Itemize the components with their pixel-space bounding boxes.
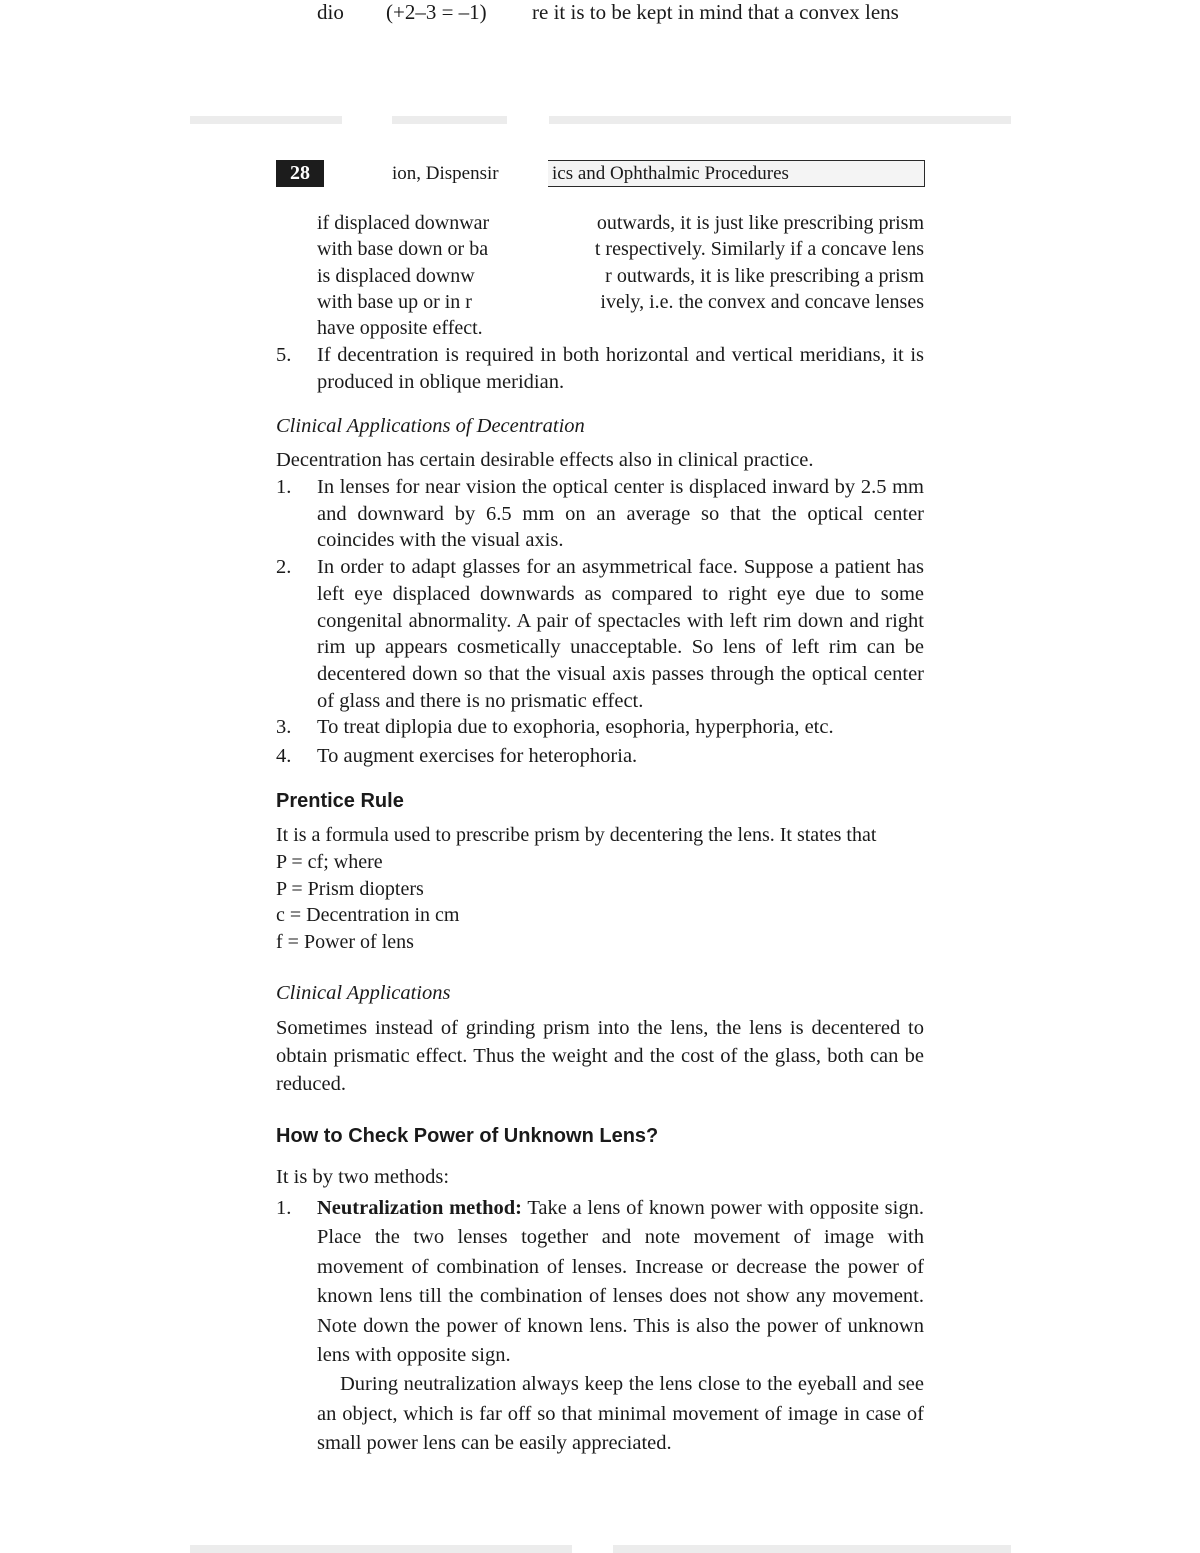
list-item-5: 5. If decentration is required in both horizontal and vertical meridians, it is produced in oblique meridian. bbox=[276, 344, 924, 393]
page-separator-bar bbox=[613, 1545, 1011, 1553]
continuation-right: outwards, it is just like prescribing prism t respectively. Similarly if a concave lens r outwards, it is like prescribing a prism ively, i.e. the convex and concave lenses bbox=[594, 212, 924, 313]
decentration-intro: Decentration has certain desirable effects also in clinical practice. bbox=[276, 449, 814, 471]
neutralization-paragraph: During neutralization always keep the lens close to the eyeball and see an object, which is far off so that minimal movement of image in case of small power lens can be easily appreciated. bbox=[317, 1373, 924, 1455]
top-fragment-b: (+2–3 = –1) bbox=[386, 0, 487, 24]
continuation-left: if displaced downwar with base down or ba is displaced downw with base up or in r have opposite effect. bbox=[317, 212, 490, 340]
unknown-lens-intro: It is by two methods: bbox=[276, 1166, 450, 1188]
method-name: Neutralization method: bbox=[317, 1197, 522, 1219]
clinical-paragraph: Sometimes instead of grinding prism into the lens, the lens is decentered to obtain prismatic effect. Thus the weight and the cost of the glass, both can be reduced. bbox=[276, 1017, 924, 1095]
header-fragment: ion, Dispensir bbox=[392, 163, 499, 184]
page-separator-bar bbox=[190, 116, 342, 124]
section-heading-clinical: Clinical Applications bbox=[276, 982, 451, 1004]
list-item: 4. To augment exercises for heterophoria. bbox=[276, 745, 638, 768]
top-fragment-a: dio bbox=[317, 0, 344, 24]
list-item: 1. In lenses for near vision the optical center is displaced inward by 2.5 mm and downward by 6.5 mm on an average so that the optical center coincides with the visual axis. bbox=[276, 476, 924, 552]
section-heading-decentration: Clinical Applications of Decentration bbox=[276, 415, 585, 437]
page-number: 28 bbox=[276, 160, 324, 187]
section-heading-prentice: Prentice Rule bbox=[276, 790, 404, 812]
page-separator-bar bbox=[392, 116, 507, 124]
decentration-list bbox=[276, 474, 924, 770]
list-item: 3. To treat diplopia due to exophoria, esophoria, hyperphoria, etc. bbox=[276, 716, 834, 739]
section-heading-unknown-lens: How to Check Power of Unknown Lens? bbox=[276, 1125, 659, 1147]
prentice-lines: It is a formula used to prescribe prism by decentering the lens. It states that P = cf; where P = Prism diopters c = Decentration in cm f = Power of lens bbox=[276, 824, 877, 954]
top-fragment-c: re it is to be kept in mind that a convex lens bbox=[532, 0, 899, 24]
header-title: ics and Ophthalmic Procedures bbox=[552, 163, 789, 184]
list-item: 1. Neutralization method: Take a lens of known power with opposite sign. Place the two lenses together and note movement of image with movement of combination of lenses. Increase or decrease the power of known lens till the combination of lenses does not show any movement. Note down the power of known lens. This is also the power of unknown lens with opposite sign. bbox=[276, 1197, 924, 1367]
unknown-lens-list bbox=[276, 1194, 924, 1459]
page-separator-bar bbox=[549, 116, 1011, 124]
page-separator-bar bbox=[190, 1545, 572, 1553]
list-item: 2. In order to adapt glasses for an asymmetrical face. Suppose a patient has left eye displaced downwards as compared to right eye due to some congenital abnormality. A pair of spectacles with left rim down and right rim up appears cosmetically unacceptable. So lens of left rim can be decentered down so that the visual axis passes through the optical center of glass and there is no prismatic effect. bbox=[276, 556, 924, 712]
